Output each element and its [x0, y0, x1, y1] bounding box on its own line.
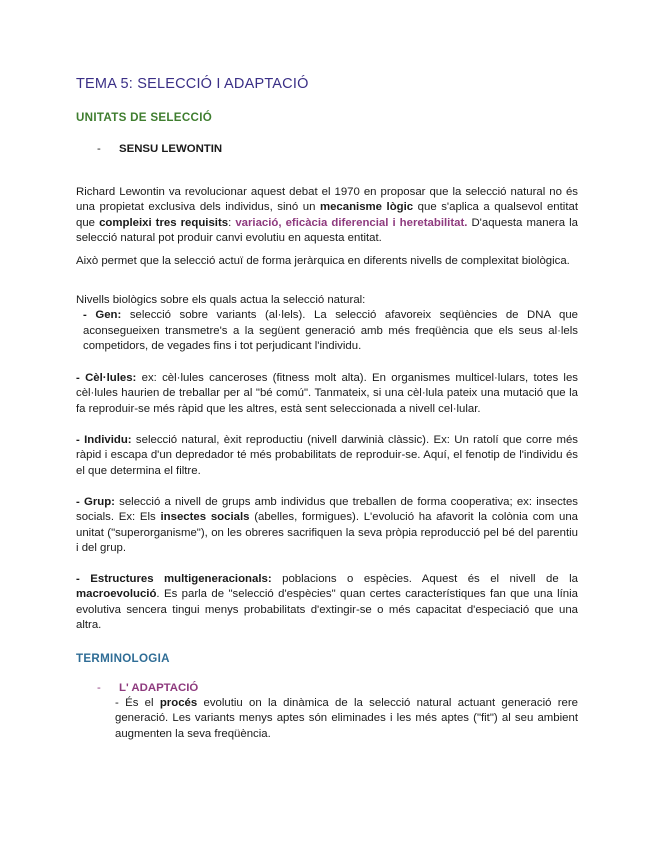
nivell-grup [76, 495, 578, 557]
text-run: evolutiu on la dinàmica de la selecció natural actuant generació rere generació. Les variants menys aptes són eliminades i les més aptes ("fit") al seu ambient augmenten la seva freqüència. [115, 697, 578, 740]
text-run: És el [118, 697, 160, 709]
section-heading-terminologia: TERMINOLOGIA [76, 652, 170, 665]
sub-dash: - [115, 697, 119, 709]
text-run: ex: cèl·lules canceroses (fitness molt alta). En organismes multicel·lulars, totes les cèl·lules haurien de treballar per al "bé comú". Tanmateix, si una cèl·lula pateix una mutació que la fa reproduir-se més ràpid que les altres, està sent seleccionada a nivell cel·lular. [76, 372, 578, 415]
paragraph-jerarquica: Això permet que la selecció actuï de forma jeràrquica en diferents nivells de complexitat biològica. [76, 255, 570, 267]
nivell-estructures [76, 572, 578, 634]
bullet-sensu-lewontin [97, 143, 222, 155]
bold-run: mecanisme lògic [319, 201, 414, 214]
text-run: . Es parla de "selecció d'espècies" quan certes característiques fan que una línia evolutiva sencera tingui menys probabilitats d'extingir-se o més capacitat d'especiació que una altra. [76, 588, 578, 632]
bullet-dash: - [97, 143, 101, 155]
text-run: selecció natural, èxit reproductiu (nivell darwinià clàssic). Ex: Un ratolí que corre més ràpid i escapa d'un depredador té més probabilitats de reproduir-se. Aquí, el fenotip de l'individu és el que determina el filtre. [76, 434, 578, 477]
paragraph-adaptacio [115, 696, 578, 742]
text-run: selecció sobre variants (al·lels). La selecció afavoreix seqüències de DNA que aconsegueixen transmetre's a la següent generació amb més freqüència que els seus al·lels competidors, de vegades fins i tot perjudicant l'individu. [83, 309, 578, 353]
bullet-dash: - [97, 682, 101, 694]
text-run: Richard Lewontin va revolucionar aquest debat el 1970 en proposar que la selecció natural no és una propietat exclusiva dels individus, sinó un [76, 186, 578, 214]
text-run: (abelles, formigues). L'evolució ha afavorit la colònia com una unitat ("superorganisme"), on les obreres sacrifiquen la seva pròpia reproducció pel bé del parentiu i del grup. [76, 511, 578, 555]
text-run: poblacions o espècies. Aquest és el nivell de la [271, 573, 578, 585]
bullet-label: L' ADAPTACIÓ [119, 682, 199, 694]
bullet-label: SENSU LEWONTIN [119, 143, 223, 155]
bold-run: compleixi tres requisits [99, 216, 229, 229]
bold-run: macroevolució [76, 588, 157, 601]
bold-run: - Individu: [76, 434, 132, 446]
bold-run: insectes socials [160, 511, 250, 524]
text-run: selecció a nivell de grups amb individus que treballen de forma cooperativa; ex: insectes socials. Ex: Els [76, 496, 578, 524]
bold-run: - Estructures multigeneracionals: [76, 573, 272, 585]
bold-run: procés [159, 697, 198, 709]
section-heading-unitats: UNITATS DE SELECCIÓ [76, 111, 213, 124]
text-run: D'aquesta manera la selecció natural pot produir canvi evolutiu en aquesta entitat. [76, 216, 578, 245]
paragraph-lewontin [76, 185, 578, 247]
bullet-adaptacio [97, 682, 198, 694]
text-run: : [228, 216, 236, 229]
nivell-gen [76, 308, 578, 354]
nivell-cellules [76, 371, 578, 417]
bold-run: - Cèl·lules: [76, 372, 137, 384]
paragraph-nivells [76, 293, 578, 355]
text-run: que s'aplica a qualsevol entitat que [76, 201, 578, 229]
nivell-individu [76, 433, 578, 479]
nivells-intro: Nivells biològics sobre els quals actua la selecció natural: [76, 294, 366, 306]
bold-run: - Gen: [83, 309, 122, 322]
page-title: TEMA 5: SELECCIÓ I ADAPTACIÓ [76, 76, 309, 92]
accent-run: variació, eficàcia diferencial i heretabilitat. [235, 216, 468, 229]
bold-run: - Grup: [76, 496, 115, 508]
